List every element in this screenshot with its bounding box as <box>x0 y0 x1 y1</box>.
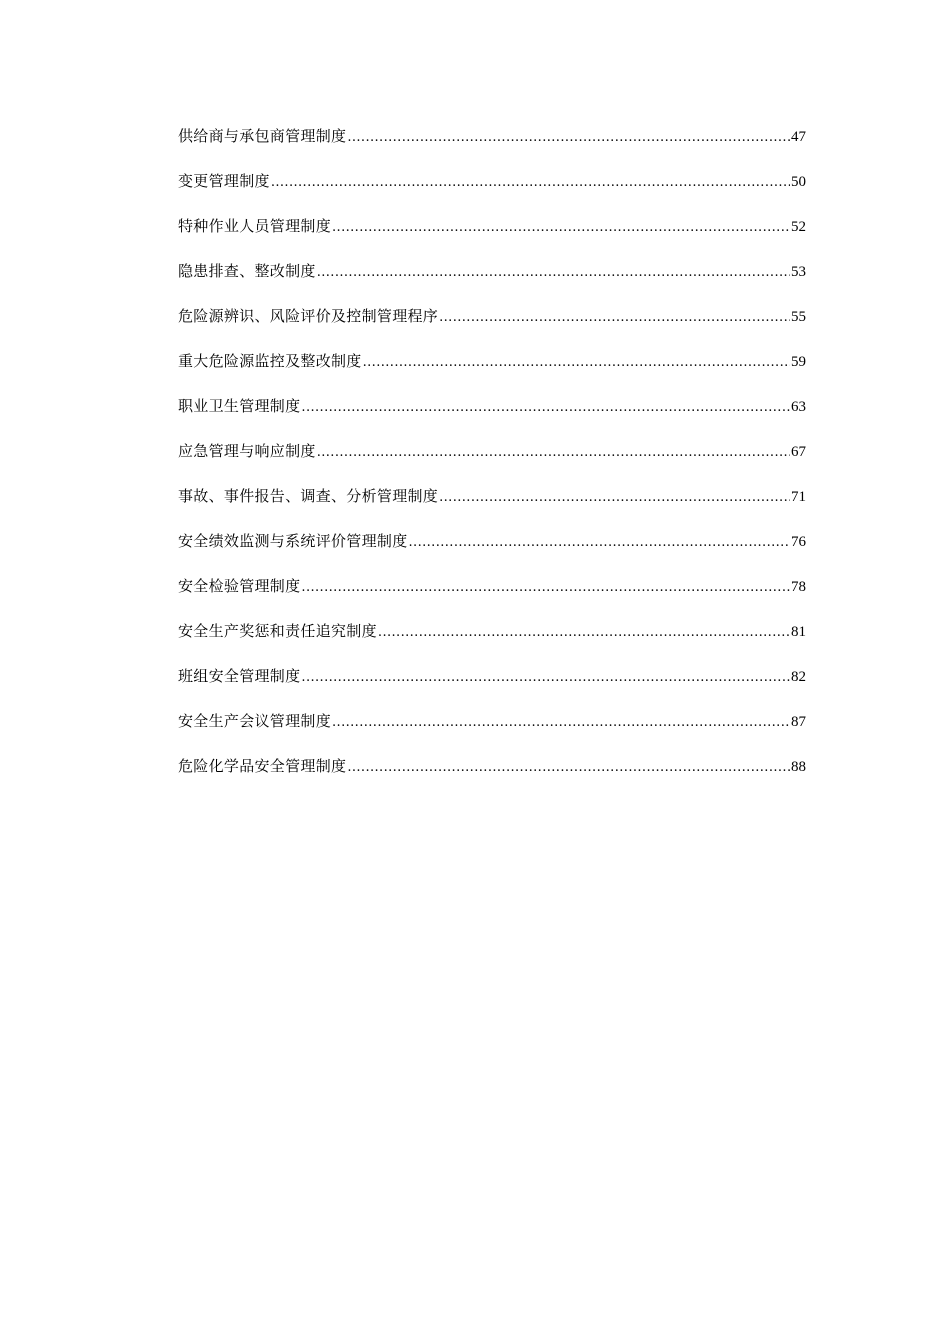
toc-entry[interactable] <box>178 394 806 439</box>
toc-page-number: 71 <box>791 489 806 505</box>
toc-entry[interactable] <box>178 124 806 169</box>
toc-entry-title: 安全生产奖惩和责任追究制度 <box>178 622 377 640</box>
toc-entry[interactable] <box>178 259 806 304</box>
toc-entry-title: 重大危险源监控及整改制度 <box>178 352 362 370</box>
toc-page-number: 47 <box>791 129 806 145</box>
toc-dot-leader <box>301 665 790 690</box>
toc-page-number: 59 <box>791 354 806 370</box>
toc-page-number: 67 <box>791 444 806 460</box>
toc-entry[interactable] <box>178 304 806 349</box>
toc-entry-title: 危险源辨识、风险评价及控制管理程序 <box>178 307 439 325</box>
toc-entry[interactable] <box>178 619 806 664</box>
toc-entry-title: 特种作业人员管理制度 <box>178 217 332 235</box>
toc-entry[interactable] <box>178 439 806 484</box>
toc-dot-leader <box>301 575 790 600</box>
toc-dot-leader <box>347 125 790 150</box>
toc-dot-leader <box>347 755 790 780</box>
toc-page-number: 52 <box>791 219 806 235</box>
toc-dot-leader <box>409 530 790 555</box>
toc-dot-leader <box>332 710 790 735</box>
toc-entry[interactable] <box>178 169 806 214</box>
toc-entry-title: 职业卫生管理制度 <box>178 397 301 415</box>
toc-dot-leader <box>439 485 790 510</box>
toc-page-number: 76 <box>791 534 806 550</box>
toc-dot-leader <box>317 260 790 285</box>
toc-entry[interactable] <box>178 484 806 529</box>
toc-entry-title: 安全绩效监测与系统评价管理制度 <box>178 532 408 550</box>
toc-dot-leader <box>439 305 790 330</box>
toc-page-number: 88 <box>791 759 806 775</box>
toc-entry[interactable] <box>178 574 806 619</box>
toc-page-number: 87 <box>791 714 806 730</box>
toc-page-number: 55 <box>791 309 806 325</box>
toc-page-number: 63 <box>791 399 806 415</box>
toc-dot-leader <box>363 350 790 375</box>
toc-page-number: 82 <box>791 669 806 685</box>
toc-entry[interactable] <box>178 709 806 754</box>
toc-dot-leader <box>301 395 790 420</box>
toc-entry-title: 安全生产会议管理制度 <box>178 712 332 730</box>
toc-entry-title: 事故、事件报告、调查、分析管理制度 <box>178 487 439 505</box>
toc-page-number: 53 <box>791 264 806 280</box>
toc-dot-leader <box>378 620 790 645</box>
toc-entry[interactable] <box>178 529 806 574</box>
toc-dot-leader <box>332 215 790 240</box>
toc-entry[interactable] <box>178 349 806 394</box>
toc-entry[interactable] <box>178 664 806 709</box>
toc-entry-title: 危险化学品安全管理制度 <box>178 757 347 775</box>
toc-entry-title: 隐患排查、整改制度 <box>178 262 316 280</box>
toc-entry-title: 班组安全管理制度 <box>178 667 301 685</box>
toc-page-number: 81 <box>791 624 806 640</box>
toc-page-number: 78 <box>791 579 806 595</box>
toc-dot-leader <box>317 440 790 465</box>
table-of-contents <box>178 124 806 799</box>
toc-entry-title: 安全检验管理制度 <box>178 577 301 595</box>
toc-page-number: 50 <box>791 174 806 190</box>
toc-entry-title: 应急管理与响应制度 <box>178 442 316 460</box>
toc-entry-title: 变更管理制度 <box>178 172 270 190</box>
toc-entry-title: 供给商与承包商管理制度 <box>178 127 347 145</box>
toc-entry[interactable] <box>178 214 806 259</box>
toc-dot-leader <box>271 170 790 195</box>
toc-entry[interactable] <box>178 754 806 799</box>
